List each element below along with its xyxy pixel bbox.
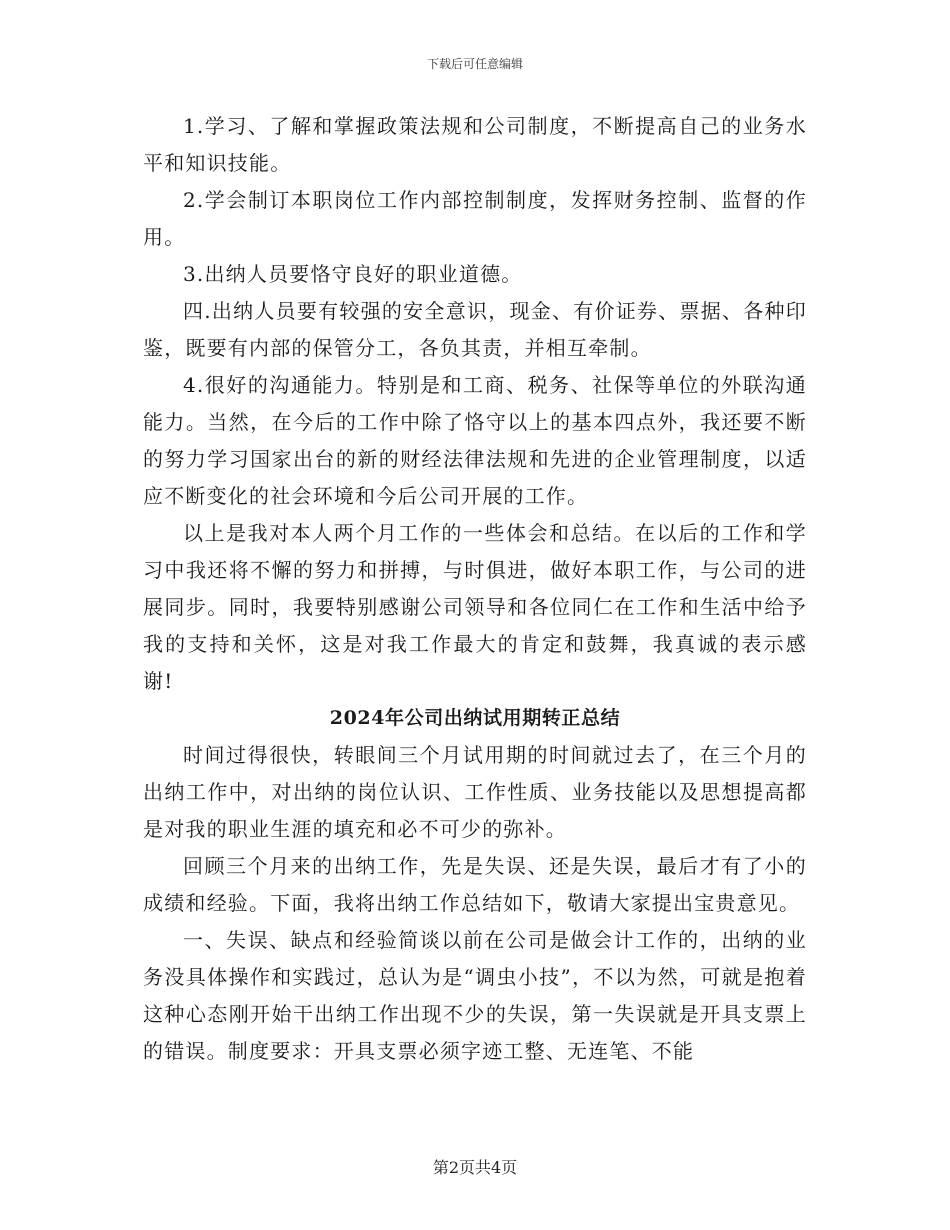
paragraph: 四.出纳人员要有较强的安全意识，现金、有价证券、票据、各种印鉴，既要有内部的保管分工，各负其责，并相互牵制。 [143,299,807,360]
paragraph: 时间过得很快，转眼间三个月试用期的时间就过去了，在三个月的出纳工作中，对出纳的岗位认识、工作性质、业务技能以及思想提高都是对我的职业生涯的填充和必不可少的弥补。 [143,743,807,841]
section-title: 2024年公司出纳试用期转正总结 [329,707,621,729]
paragraph: 一、失误、缺点和经验简谈以前在公司是做会计工作的，出纳的业务没具体操作和实践过，总认为是“调虫小技”，不以为然，可就是抱着这种心态刚开始干出纳工作出现不少的失误，第一失误就是开具支票上的错误。制度要求：开具支票必须字迹工整、无连笔、不能 [143,928,807,1063]
document-body [143,108,807,1070]
paragraph: 2.学会制订本职岗位工作内部控制制度，发挥财务控制、监督的作用。 [143,188,807,249]
header-note: 下载后可任意编辑 [426,57,523,71]
paragraph: 回顾三个月来的出纳工作，先是失误、还是失误，最后才有了小的成绩和经验。下面，我将出纳工作总结如下，敬请大家提出宝贵意见。 [143,854,807,915]
paragraph: 4.很好的沟通能力。特别是和工商、税务、社保等单位的外联沟通能力。当然，在今后的工作中除了恪守以上的基本四点外，我还要不断的努力学习国家出台的新的财经法律法规和先进的企业管理制度，以适应不断变化的社会环境和今后公司开展的工作。 [143,373,807,508]
paragraph: 1.学习、了解和掌握政策法规和公司制度，不断提高自己的业务水平和知识技能。 [143,114,807,175]
page-number: 第2页共4页 [432,1158,518,1177]
paragraph: 3.出纳人员要恪守良好的职业道德。 [183,262,523,286]
paragraph: 以上是我对本人两个月工作的一些体会和总结。在以后的工作和学习中我还将不懈的努力和拼搏，与时俱进，做好本职工作，与公司的进展同步。同时，我要特别感谢公司领导和各位同仁在工作和生活中给予我的支持和关怀，这是对我工作最大的肯定和鼓舞，我真诚的表示感谢! [143,521,807,693]
